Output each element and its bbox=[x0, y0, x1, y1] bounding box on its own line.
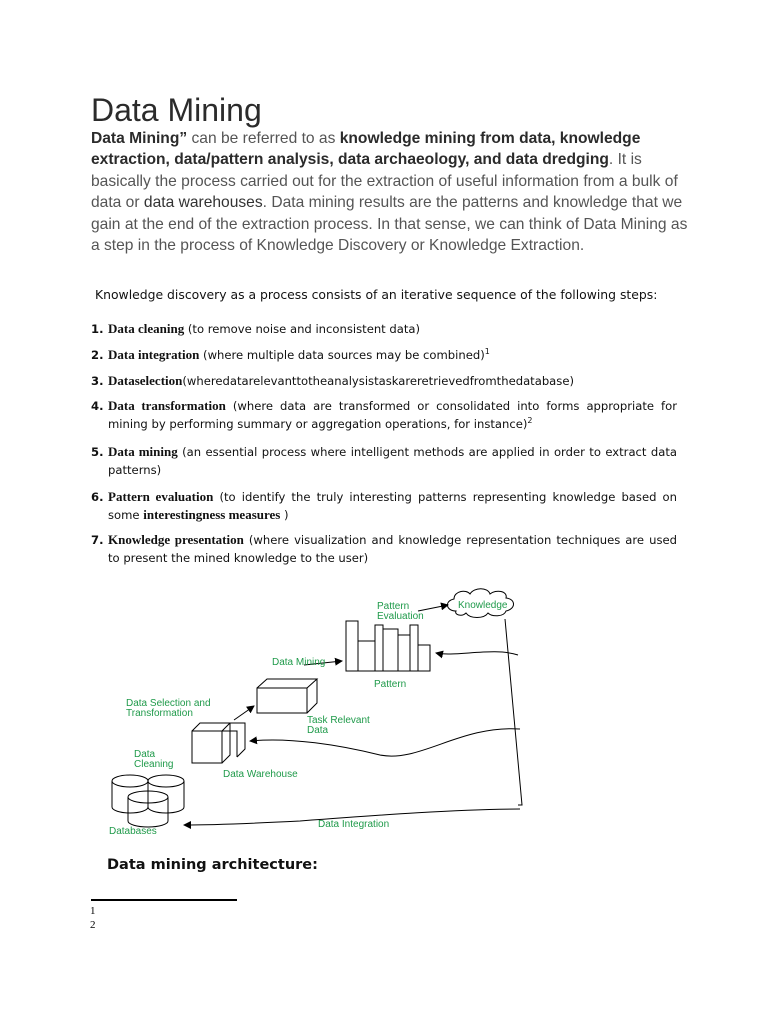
label-data-mining: Data Mining bbox=[272, 657, 326, 668]
warehouse-icon bbox=[192, 723, 245, 763]
step-number: 2. bbox=[91, 348, 104, 362]
list-item bbox=[91, 397, 677, 433]
label-cleaning-2: Cleaning bbox=[134, 759, 174, 770]
steps-intro: Knowledge discovery as a process consists of an iterative sequence of the following steps: bbox=[95, 287, 658, 302]
intro-text-2: . It is basically the process carried out for the extraction of useful information from a bulk of data or bbox=[91, 151, 678, 212]
label-selection-2: Transformation bbox=[126, 708, 193, 719]
step-term: Data integration bbox=[108, 347, 200, 362]
step-term: Data mining bbox=[108, 444, 178, 459]
step-text: (to identify the truly interesting patterns representing knowledge based on some bbox=[108, 490, 677, 522]
step-number: 6. bbox=[91, 490, 104, 504]
label-databases: Databases bbox=[109, 826, 157, 837]
databases-icon bbox=[112, 775, 184, 827]
label-warehouse: Data Warehouse bbox=[223, 769, 298, 780]
step-number: 1. bbox=[91, 322, 104, 336]
step-text: (where data are transformed or consolidated into forms appropriate for mining by performing summary or aggregation operations, for instance) bbox=[108, 399, 677, 431]
return-line bbox=[505, 619, 522, 805]
intro-text-1: can be referred to as bbox=[187, 130, 340, 147]
label-pattern-evaluation-2: Evaluation bbox=[377, 611, 424, 622]
label-knowledge: Knowledge bbox=[458, 600, 508, 611]
label-integration: Data Integration bbox=[318, 819, 390, 830]
figure-caption: Data mining architecture: bbox=[107, 857, 318, 873]
label-task-relevant-1: Task Relevant bbox=[307, 715, 370, 726]
step-text: (wheredatarelevanttotheanalysistaskareretrievedfromthedatabase) bbox=[182, 374, 574, 388]
selected-data-box-icon bbox=[257, 679, 317, 713]
step-term-2: interestingness measures bbox=[143, 507, 281, 522]
list-item bbox=[91, 488, 677, 524]
list-item bbox=[91, 372, 677, 390]
intro-paragraph bbox=[91, 128, 691, 256]
step-text: (where multiple data sources may be combined) bbox=[199, 348, 485, 362]
footnote-2: 2 bbox=[90, 919, 96, 931]
step-text: (to remove noise and inconsistent data) bbox=[184, 322, 421, 336]
step-text: (where visualization and knowledge representation techniques are used to present the mined knowledge to the user) bbox=[108, 533, 677, 565]
step-number: 3. bbox=[91, 374, 104, 388]
intro-text-3: data warehouses bbox=[143, 194, 263, 212]
list-item bbox=[91, 320, 677, 338]
step-term: Knowledge presentation bbox=[108, 532, 244, 547]
footnote-ref: 1 bbox=[484, 347, 490, 357]
intro-lead: Data Mining” bbox=[91, 130, 188, 147]
kdd-process-diagram bbox=[100, 585, 560, 845]
step-term: Data cleaning bbox=[108, 321, 185, 336]
label-selection-1: Data Selection and bbox=[126, 698, 211, 709]
intro-text-4: . Data mining results are the patterns and knowledge that we gain at the end of the extraction process. In that sense, we can think of Data Mining as a step in the process of Knowledge Discovery or Knowledge Extraction. bbox=[91, 194, 688, 255]
footnote-separator bbox=[91, 899, 237, 901]
step-text: (an essential process where intelligent methods are applied in order to extract data patterns) bbox=[108, 445, 677, 477]
list-item bbox=[91, 443, 677, 479]
step-number: 7. bbox=[91, 533, 104, 547]
label-pattern: Pattern bbox=[374, 679, 407, 690]
step-number: 4. bbox=[91, 399, 104, 413]
arrow-task-relevant bbox=[250, 729, 520, 756]
label-cleaning-1: Data bbox=[134, 749, 156, 760]
step-text-2: ) bbox=[280, 508, 289, 522]
arrow-selection bbox=[234, 706, 254, 720]
step-term: Pattern evaluation bbox=[108, 489, 214, 504]
label-task-relevant-2: Data bbox=[307, 725, 329, 736]
intro-terms: knowledge mining from data, knowledge extraction, data/pattern analysis, data archaeology, and data dredging bbox=[91, 130, 641, 169]
list-item bbox=[91, 346, 677, 364]
pattern-bars-icon bbox=[346, 621, 430, 671]
arrow-pattern-return bbox=[436, 652, 518, 655]
footnote-1: 1 bbox=[90, 905, 96, 917]
step-term: Data transformation bbox=[108, 398, 226, 413]
step-term: Dataselection bbox=[108, 373, 183, 388]
page-title: Data Mining bbox=[91, 92, 262, 128]
step-number: 5. bbox=[91, 445, 104, 459]
label-pattern-evaluation-1: Pattern bbox=[377, 601, 410, 612]
list-item bbox=[91, 531, 677, 567]
footnote-ref: 2 bbox=[527, 416, 533, 426]
